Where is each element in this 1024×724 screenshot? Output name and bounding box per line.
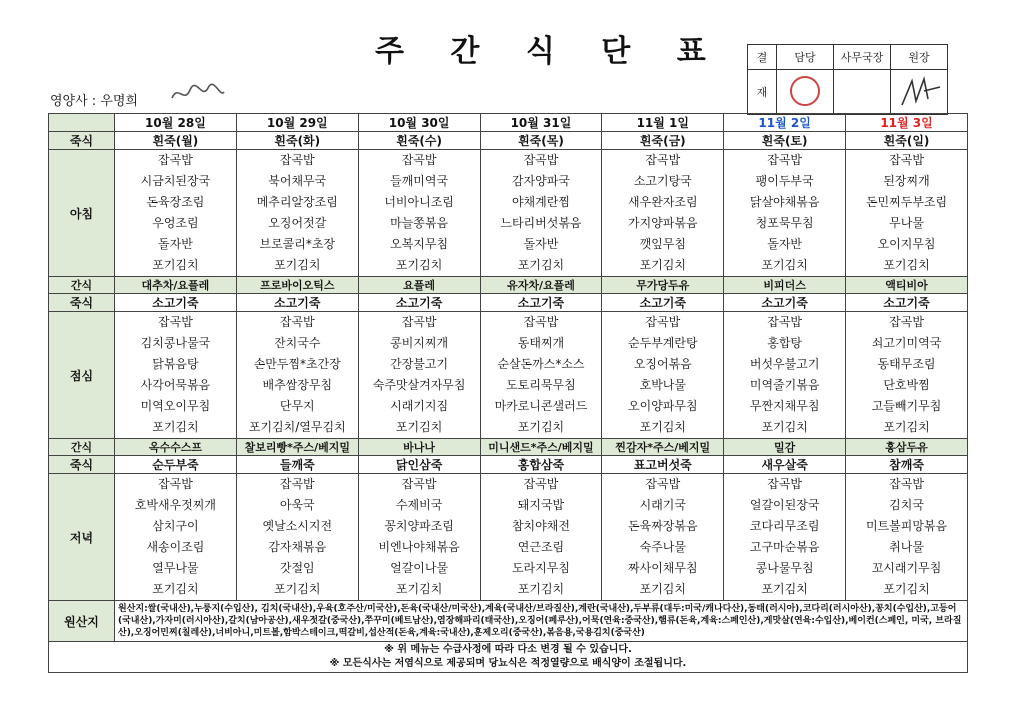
menu-item: 도라지무침 bbox=[511, 561, 570, 575]
snack-cell: 바나나 bbox=[358, 439, 480, 456]
menu-item: 단호박찜 bbox=[883, 378, 930, 392]
snack-cell: 찰보리빵*주스/베지밀 bbox=[236, 439, 358, 456]
menu-item: 메추리알장조림 bbox=[256, 195, 338, 209]
menu-item: 콩나물무침 bbox=[755, 561, 814, 575]
menu-item: 돈육짜장볶음 bbox=[628, 519, 698, 533]
menu-cell: 홍합삼죽 bbox=[480, 456, 602, 474]
meal-cell bbox=[846, 312, 968, 439]
origin-row bbox=[49, 601, 968, 642]
dinner-row bbox=[49, 474, 968, 601]
menu-item: 김치콩나물국 bbox=[140, 336, 211, 350]
menu-item: 잡곡밥 bbox=[767, 153, 803, 167]
menu-item: 닭볶음탕 bbox=[152, 357, 199, 371]
menu-item: 순두부계란탕 bbox=[628, 336, 698, 350]
row-label: 아침 bbox=[49, 150, 115, 277]
meal-cell bbox=[480, 474, 602, 601]
menu-item: 포기김치 bbox=[517, 582, 565, 596]
meal-cell bbox=[724, 312, 846, 439]
menu-item: 시금치된장국 bbox=[140, 174, 211, 188]
menu-cell: 순두부죽 bbox=[115, 456, 237, 474]
menu-item: 브로콜리*초장 bbox=[259, 237, 336, 251]
row-label: 죽식 bbox=[49, 294, 115, 312]
menu-item: 옛날소시지전 bbox=[262, 519, 333, 533]
snack-cell: 찐감자*주스/베지밀 bbox=[602, 439, 724, 456]
menu-item: 삼치구이 bbox=[152, 519, 199, 533]
handwritten-signature bbox=[168, 80, 228, 106]
menu-item: 잡곡밥 bbox=[889, 315, 924, 329]
approval-header: 담당 bbox=[777, 45, 834, 70]
menu-cell: 흰죽(수) bbox=[358, 132, 480, 150]
menu-item: 잡곡밥 bbox=[523, 153, 559, 167]
menu-item: 깻잎무침 bbox=[639, 237, 686, 251]
snack-cell: 비피더스 bbox=[724, 277, 846, 294]
menu-cell: 닭인삼죽 bbox=[358, 456, 480, 474]
menu-item: 갓절임 bbox=[279, 561, 315, 575]
menu-cell: 소고기죽 bbox=[480, 294, 602, 312]
approval-header: 사무국장 bbox=[834, 45, 891, 70]
menu-item: 배추쌈장무침 bbox=[262, 378, 333, 392]
menu-item: 포기김치 bbox=[395, 420, 443, 434]
menu-item: 포기김치 bbox=[274, 582, 321, 596]
menu-item: 코다리무조림 bbox=[749, 519, 820, 533]
meal-cell bbox=[358, 150, 480, 277]
meal-cell bbox=[602, 474, 724, 601]
meal-cell bbox=[358, 312, 480, 439]
menu-item: 오복지무침 bbox=[390, 237, 449, 251]
menu-item: 취나물 bbox=[889, 540, 924, 554]
menu-item: 팽이두부국 bbox=[755, 174, 814, 188]
meal-cell bbox=[602, 150, 724, 277]
notes-cell bbox=[49, 642, 968, 673]
menu-cell: 흰죽(금) bbox=[602, 132, 724, 150]
menu-item: 감자채볶음 bbox=[268, 540, 327, 554]
approval-gyeol: 결 bbox=[748, 45, 777, 70]
menu-item: 잡곡밥 bbox=[279, 153, 315, 167]
menu-item: 오이양파무침 bbox=[628, 399, 698, 413]
menu-item: 쇠고기미역국 bbox=[871, 336, 942, 350]
note-line: ※ 모든식사는 저염식으로 제공되며 당뇨식은 적정열량으로 배식양이 조절됩니다. bbox=[329, 658, 687, 669]
menu-item: 포기김치 bbox=[639, 582, 686, 596]
menu-item: 돌자반 bbox=[767, 237, 803, 251]
weekly-menu-table bbox=[48, 113, 968, 673]
menu-item: 소고기탕국 bbox=[633, 174, 692, 188]
meal-cell bbox=[480, 150, 602, 277]
menu-item: 포기김치 bbox=[395, 258, 443, 272]
menu-item: 오이지무침 bbox=[877, 237, 936, 251]
menu-item: 청포묵무침 bbox=[755, 216, 814, 230]
menu-item: 포기김치 bbox=[883, 420, 930, 434]
menu-item: 포기김치 bbox=[274, 258, 321, 272]
approval-header: 원장 bbox=[891, 45, 948, 70]
menu-item: 얼갈이나물 bbox=[390, 561, 449, 575]
menu-item: 우엉조림 bbox=[152, 216, 199, 230]
snack-cell: 무가당두유 bbox=[602, 277, 724, 294]
menu-item: 잡곡밥 bbox=[889, 153, 924, 167]
menu-item: 마카로니콘샐러드 bbox=[494, 399, 588, 413]
director-sign-cell bbox=[891, 70, 948, 115]
meal-cell bbox=[115, 312, 237, 439]
menu-item: 돌자반 bbox=[523, 237, 559, 251]
menu-item: 포기김치 bbox=[517, 258, 565, 272]
note-line: ※ 위 메뉴는 수급사정에 따라 다소 변경 될 수 있습니다. bbox=[384, 644, 632, 655]
menu-item: 돌자반 bbox=[158, 237, 193, 251]
director-signature bbox=[894, 71, 944, 111]
menu-item: 간장불고기 bbox=[390, 357, 449, 371]
menu-item: 느타리버섯볶음 bbox=[500, 216, 582, 230]
menu-item: 오징어볶음 bbox=[633, 357, 692, 371]
menu-item: 포기김치 bbox=[152, 420, 199, 434]
snack-row-morning bbox=[49, 277, 968, 294]
menu-item: 포기김치 bbox=[639, 420, 686, 434]
menu-item: 무나물 bbox=[889, 216, 924, 230]
menu-item: 참치야채전 bbox=[511, 519, 570, 533]
origin-text: 원산지:쌀(국내산),누룽지(수입산), 김치(국내산),우육(호주산/미국산),돈육(국내산/미국산),계육(국내산/브라질산),계란(국내산),두부류(대두:미국/캐나다산),동태(러시아),코다리(러시아산),꽁치(수입산),고등어(국내산),가자미(러시아산),갈치(남아공산),새우젓갈(중국산),쭈꾸미(베트남산),염장해파리(태국산),오징어(페루산),어묵(연육:중국산),햄류(돈육,계육:스페인산),게맛살(연육:수입산),베이컨(스페인, 미국, 브라질산),오징어민찌(칠레산),너비아니,미트볼,함박스테이크,떡갈비,섭산적(돈육,계육:국내산),훈제오리(중국산),볶음용,국용김치(중국산) bbox=[115, 601, 968, 642]
meal-cell bbox=[358, 474, 480, 601]
menu-item: 아욱국 bbox=[279, 498, 315, 512]
menu-item: 오징어젓갈 bbox=[268, 216, 327, 230]
menu-cell: 흰죽(토) bbox=[724, 132, 846, 150]
menu-cell: 소고기죽 bbox=[846, 294, 968, 312]
menu-cell: 들깨죽 bbox=[236, 456, 358, 474]
menu-item: 잡곡밥 bbox=[158, 477, 193, 491]
snack-row-afternoon bbox=[49, 439, 968, 456]
menu-item: 포기김치 bbox=[639, 258, 686, 272]
meal-cell bbox=[480, 312, 602, 439]
menu-item: 잡곡밥 bbox=[645, 477, 681, 491]
menu-item: 너비아니조림 bbox=[384, 195, 454, 209]
row-label: 점심 bbox=[49, 312, 115, 439]
menu-item: 단무지 bbox=[279, 399, 315, 413]
menu-item: 잡곡밥 bbox=[523, 315, 559, 329]
menu-item: 호박새우젓찌개 bbox=[134, 498, 216, 512]
menu-item: 연근조림 bbox=[517, 540, 565, 554]
meal-cell bbox=[115, 474, 237, 601]
meal-cell bbox=[236, 150, 358, 277]
menu-item: 포기김치 bbox=[883, 582, 930, 596]
page-title: 주 간 식 단 표 bbox=[375, 34, 724, 69]
menu-item: 김치국 bbox=[889, 498, 924, 512]
date-cell: 10월 29일 bbox=[236, 114, 358, 132]
menu-cell: 소고기죽 bbox=[724, 294, 846, 312]
menu-cell: 소고기죽 bbox=[115, 294, 237, 312]
lunch-row bbox=[49, 312, 968, 439]
row-label: 원산지 bbox=[49, 601, 115, 642]
menu-item: 포기김치 bbox=[883, 258, 930, 272]
menu-item: 비엔나야채볶음 bbox=[378, 540, 460, 554]
menu-cell: 새우살죽 bbox=[724, 456, 846, 474]
row-label: 죽식 bbox=[49, 456, 115, 474]
menu-item: 잡곡밥 bbox=[401, 315, 437, 329]
menu-item: 잡곡밥 bbox=[645, 315, 681, 329]
menu-item: 숙주맛살겨자무침 bbox=[372, 378, 466, 392]
menu-item: 고들빼기무침 bbox=[871, 399, 942, 413]
menu-item: 된장찌개 bbox=[883, 174, 930, 188]
snack-cell: 프로바이오틱스 bbox=[236, 277, 358, 294]
menu-item: 돈민찌두부조림 bbox=[865, 195, 948, 209]
menu-item: 호박나물 bbox=[639, 378, 686, 392]
meal-cell bbox=[602, 312, 724, 439]
snack-cell: 유자차/요플레 bbox=[480, 277, 602, 294]
menu-item: 꼬시래기무침 bbox=[871, 561, 942, 575]
menu-item: 미역줄기볶음 bbox=[749, 378, 820, 392]
menu-item: 포기김치 bbox=[761, 582, 808, 596]
menu-item: 잡곡밥 bbox=[401, 477, 437, 491]
menu-cell: 참깨죽 bbox=[846, 456, 968, 474]
menu-item: 포기김치 bbox=[761, 258, 808, 272]
snack-cell: 밀감 bbox=[724, 439, 846, 456]
menu-item: 미트볼피망볶음 bbox=[865, 519, 948, 533]
date-cell-sunday: 11월 3일 bbox=[846, 114, 968, 132]
juk-row-breakfast bbox=[49, 132, 968, 150]
menu-item: 수제비국 bbox=[395, 498, 443, 512]
menu-item: 포기김치 bbox=[152, 582, 199, 596]
menu-item: 잡곡밥 bbox=[767, 477, 803, 491]
menu-item: 잡곡밥 bbox=[158, 315, 193, 329]
menu-item: 순살돈까스*소스 bbox=[497, 357, 585, 371]
meal-cell bbox=[724, 150, 846, 277]
snack-cell: 액티비아 bbox=[846, 277, 968, 294]
date-cell-saturday: 11월 2일 bbox=[724, 114, 846, 132]
date-cell: 10월 30일 bbox=[358, 114, 480, 132]
menu-cell: 흰죽(월) bbox=[115, 132, 237, 150]
nutritionist-signature bbox=[168, 80, 228, 112]
menu-cell: 소고기죽 bbox=[358, 294, 480, 312]
menu-item: 돈육장조림 bbox=[146, 195, 205, 209]
snack-cell: 옥수수스프 bbox=[115, 439, 237, 456]
row-label: 저녁 bbox=[49, 474, 115, 601]
menu-item: 버섯우불고기 bbox=[749, 357, 820, 371]
menu-item: 감자양파국 bbox=[511, 174, 570, 188]
meal-cell bbox=[115, 150, 237, 277]
snack-cell: 미니샌드*주스/베지밀 bbox=[480, 439, 602, 456]
menu-item: 잡곡밥 bbox=[645, 153, 681, 167]
menu-cell: 흰죽(목) bbox=[480, 132, 602, 150]
menu-item: 동태무조림 bbox=[877, 357, 936, 371]
menu-item: 손만두찜*초간장 bbox=[253, 357, 341, 371]
seal-stamp bbox=[790, 76, 820, 106]
menu-item: 야채계란찜 bbox=[511, 195, 570, 209]
menu-item: 시래기지짐 bbox=[390, 399, 449, 413]
meal-cell bbox=[724, 474, 846, 601]
juk-row-dinner bbox=[49, 456, 968, 474]
menu-item: 새우완자조림 bbox=[628, 195, 698, 209]
menu-item: 무짠지채무침 bbox=[749, 399, 820, 413]
menu-item: 열무나물 bbox=[152, 561, 199, 575]
meal-cell bbox=[236, 474, 358, 601]
menu-item: 고구마순볶음 bbox=[749, 540, 820, 554]
snack-cell: 요플레 bbox=[358, 277, 480, 294]
meal-cell bbox=[846, 474, 968, 601]
breakfast-row bbox=[49, 150, 968, 277]
menu-item: 콩비지찌개 bbox=[390, 336, 449, 350]
menu-item: 숙주나물 bbox=[639, 540, 686, 554]
menu-item: 새송이조림 bbox=[146, 540, 205, 554]
nutritionist-label: 영양사 : 우명희 bbox=[50, 94, 138, 109]
menu-item: 동태찌개 bbox=[517, 336, 565, 350]
menu-item: 잡곡밥 bbox=[523, 477, 559, 491]
row-label: 간식 bbox=[49, 277, 115, 294]
menu-item: 도토리묵무침 bbox=[506, 378, 576, 392]
notes-row bbox=[49, 642, 968, 673]
menu-item: 포기김치 bbox=[395, 582, 443, 596]
menu-item: 포기김치 bbox=[152, 258, 199, 272]
approval-box bbox=[747, 44, 948, 115]
menu-item: 북어채무국 bbox=[268, 174, 327, 188]
menu-item: 들깨미역국 bbox=[390, 174, 449, 188]
meal-cell bbox=[236, 312, 358, 439]
date-cell: 10월 31일 bbox=[480, 114, 602, 132]
date-header-row bbox=[49, 114, 968, 132]
menu-item: 잡곡밥 bbox=[767, 315, 803, 329]
menu-item: 잡곡밥 bbox=[401, 153, 437, 167]
menu-item: 잔치국수 bbox=[274, 336, 321, 350]
menu-item: 홍합탕 bbox=[767, 336, 803, 350]
menu-item: 미역오이무침 bbox=[140, 399, 211, 413]
juk-row-lunch bbox=[49, 294, 968, 312]
row-label: 간식 bbox=[49, 439, 115, 456]
menu-cell: 흰죽(화) bbox=[236, 132, 358, 150]
stamp-cell bbox=[777, 70, 834, 115]
menu-item: 시래기국 bbox=[639, 498, 686, 512]
menu-item: 사각어묵볶음 bbox=[140, 378, 211, 392]
menu-item: 돼지국밥 bbox=[517, 498, 565, 512]
menu-item: 마늘쫑볶음 bbox=[390, 216, 449, 230]
menu-item: 꽁치양파조림 bbox=[384, 519, 454, 533]
meal-cell bbox=[846, 150, 968, 277]
menu-item: 짜사이채무침 bbox=[628, 561, 698, 575]
snack-cell: 대추차/요플레 bbox=[115, 277, 237, 294]
menu-item: 잡곡밥 bbox=[279, 315, 315, 329]
menu-item: 포기김치 bbox=[761, 420, 808, 434]
menu-item: 잡곡밥 bbox=[889, 477, 924, 491]
menu-item: 가지양파볶음 bbox=[628, 216, 698, 230]
menu-item: 얼갈이된장국 bbox=[749, 498, 820, 512]
menu-cell: 흰죽(일) bbox=[846, 132, 968, 150]
menu-item: 잡곡밥 bbox=[158, 153, 193, 167]
menu-item: 닭살야채볶음 bbox=[749, 195, 820, 209]
menu-cell: 소고기죽 bbox=[236, 294, 358, 312]
menu-cell: 소고기죽 bbox=[602, 294, 724, 312]
row-label: 죽식 bbox=[49, 132, 115, 150]
menu-item: 잡곡밥 bbox=[279, 477, 315, 491]
menu-item: 포기김치/열무김치 bbox=[248, 420, 346, 434]
date-cell: 10월 28일 bbox=[115, 114, 237, 132]
empty-sign-cell bbox=[834, 70, 891, 115]
date-cell: 11월 1일 bbox=[602, 114, 724, 132]
approval-jae: 재 bbox=[748, 70, 777, 115]
snack-cell: 홍삼두유 bbox=[846, 439, 968, 456]
menu-cell: 표고버섯죽 bbox=[602, 456, 724, 474]
corner-cell bbox=[49, 114, 115, 132]
menu-item: 포기김치 bbox=[517, 420, 565, 434]
